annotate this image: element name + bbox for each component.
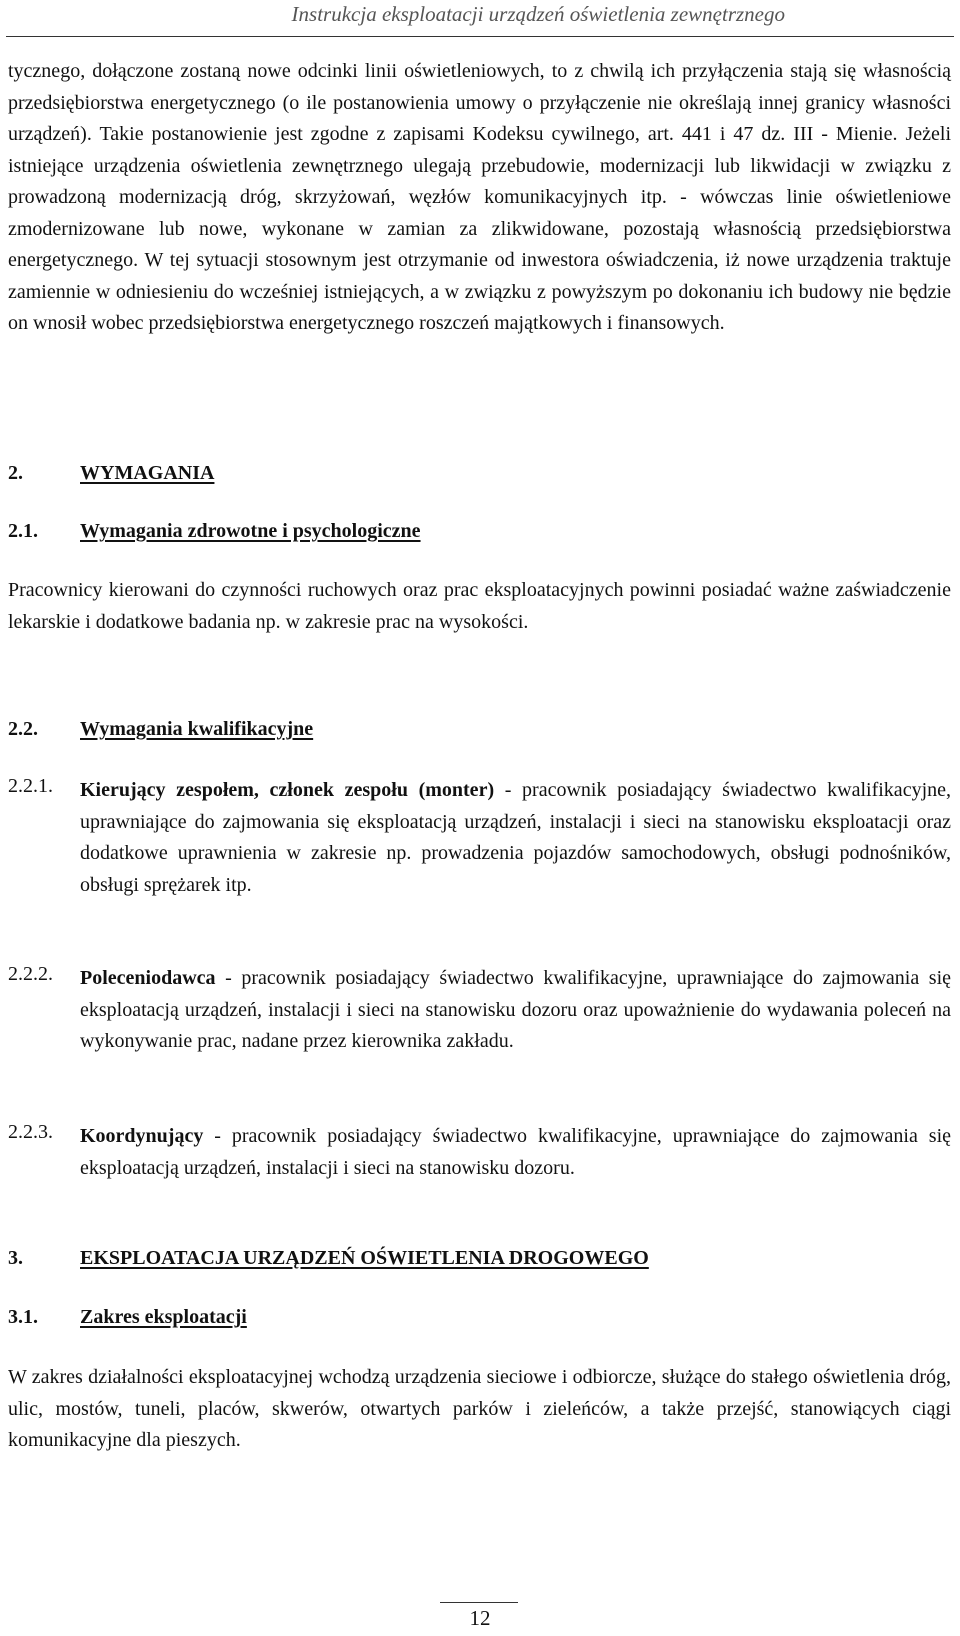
section-title: EKSPLOATACJA URZĄDZEŃ OŚWIETLENIA DROGOWEGO <box>80 1247 649 1269</box>
page-number: 12 <box>469 1606 491 1630</box>
item-term: Poleceniodawca <box>80 967 216 989</box>
running-header-title: Instrukcja eksploatacji urządzeń oświetlenia zewnętrznego <box>291 2 785 26</box>
paragraph: Pracownicy kierowani do czynności ruchowych oraz prac eksploatacyjnych powinni posiadać ważne zaświadczenie lekarskie i dodatkowe badania np. w zakresie prac na wysokości. <box>8 579 951 633</box>
subsection-number: 3.1. <box>8 1306 38 1328</box>
item-term: Kierujący zespołem, członek zespołu (monter) <box>80 779 495 801</box>
item-text: - pracownik posiadający świadectwo kwalifikacyjne, uprawniające do zajmowania się eksploatacją urządzeń, instalacji i sieci na stanowisku dozoru. <box>80 1125 951 1179</box>
item-number: 2.2.2. <box>8 963 53 985</box>
page-header <box>0 0 960 30</box>
definition-item <box>8 963 951 1058</box>
section-number: 3. <box>8 1247 23 1269</box>
paragraph: W zakres działalności eksploatacyjnej wchodzą urządzenia sieciowe i odbiorcze, służące do stałego oświetlenia dróg, ulic, mostów, tuneli, placów, skwerów, otwartych parków i zieleńców, a także przejść, stanowiących ciągi komunikacyjne dla pieszych. <box>8 1366 951 1451</box>
header-divider <box>6 36 954 37</box>
item-number: 2.2.3. <box>8 1121 53 1143</box>
item-text: - pracownik posiadający świadectwo kwalifikacyjne, uprawniające do zajmowania się eksploatacją urządzeń, instalacji i sieci na stanowisku eksploatacji oraz dodatkowe uprawnienia w zakresie np. prowadzenia pojazdów samochodowych, obsługi podnośników, obsługi sprężarek itp. <box>80 779 951 896</box>
subsection-2-1-body <box>8 575 951 638</box>
definition-item <box>8 775 951 901</box>
item-number: 2.2.1. <box>8 775 53 797</box>
subsection-title: Zakres eksploatacji <box>80 1306 247 1328</box>
subsection-number: 2.1. <box>8 520 38 542</box>
definition-item <box>8 1121 951 1184</box>
section-number: 2. <box>8 462 23 484</box>
subsection-number: 2.2. <box>8 718 38 740</box>
intro-paragraph: tycznego, dołączone zostaną nowe odcinki linii oświetleniowych, to z chwilą ich przyłączenia stają się własnością przedsiębiorstwa energetycznego (o ile postanowienia umowy o przyłączenie nie określają innej granicy własności urządzeń). Takie postanowienie jest zgodne z zapisami Kodeksu cywilnego, art. 441 i 47 dz. III - Mienie. Jeżeli istniejące urządzenia oświetlenia zewnętrznego ulegają przebudowie, modernizacji lub likwidacji w związku z prowadzoną modernizacją dróg, skrzyżowań, węzłów komunikacyjnych itp. - wówczas linie oświetleniowe zmodernizowane lub nowe, wykonane w zamian za zlikwidowane, pozostają własnością przedsiębiorstwa energetycznego. W tej sytuacji stosownym jest otrzymanie od inwestora oświadczenia, iż nowe urządzenia traktuje zamiennie w odniesieniu do wcześniej istniejących, a w związku z powyższym po dokonaniu ich budowy nie będzie on wnosił wobec przedsiębiorstwa energetycznego roszczeń majątkowych i finansowych. <box>8 60 951 334</box>
item-body <box>80 1121 951 1184</box>
subsection-3-1-body <box>8 1362 951 1457</box>
item-term: Koordynujący <box>80 1125 204 1147</box>
subsection-title: Wymagania kwalifikacyjne <box>80 718 314 740</box>
footer-divider <box>440 1602 518 1603</box>
intro-block <box>8 56 951 340</box>
section-title: WYMAGANIA <box>80 462 215 484</box>
item-body <box>80 775 951 901</box>
item-body <box>80 963 951 1058</box>
subsection-title: Wymagania zdrowotne i psychologiczne <box>80 520 421 542</box>
item-text: - pracownik posiadający świadectwo kwalifikacyjne, uprawniające do zajmowania się eksploatacją urządzeń, instalacji i sieci na stanowisku dozoru oraz upoważnienie do wydawania poleceń na wykonywanie prac, nadane przez kierownika zakładu. <box>80 967 951 1052</box>
